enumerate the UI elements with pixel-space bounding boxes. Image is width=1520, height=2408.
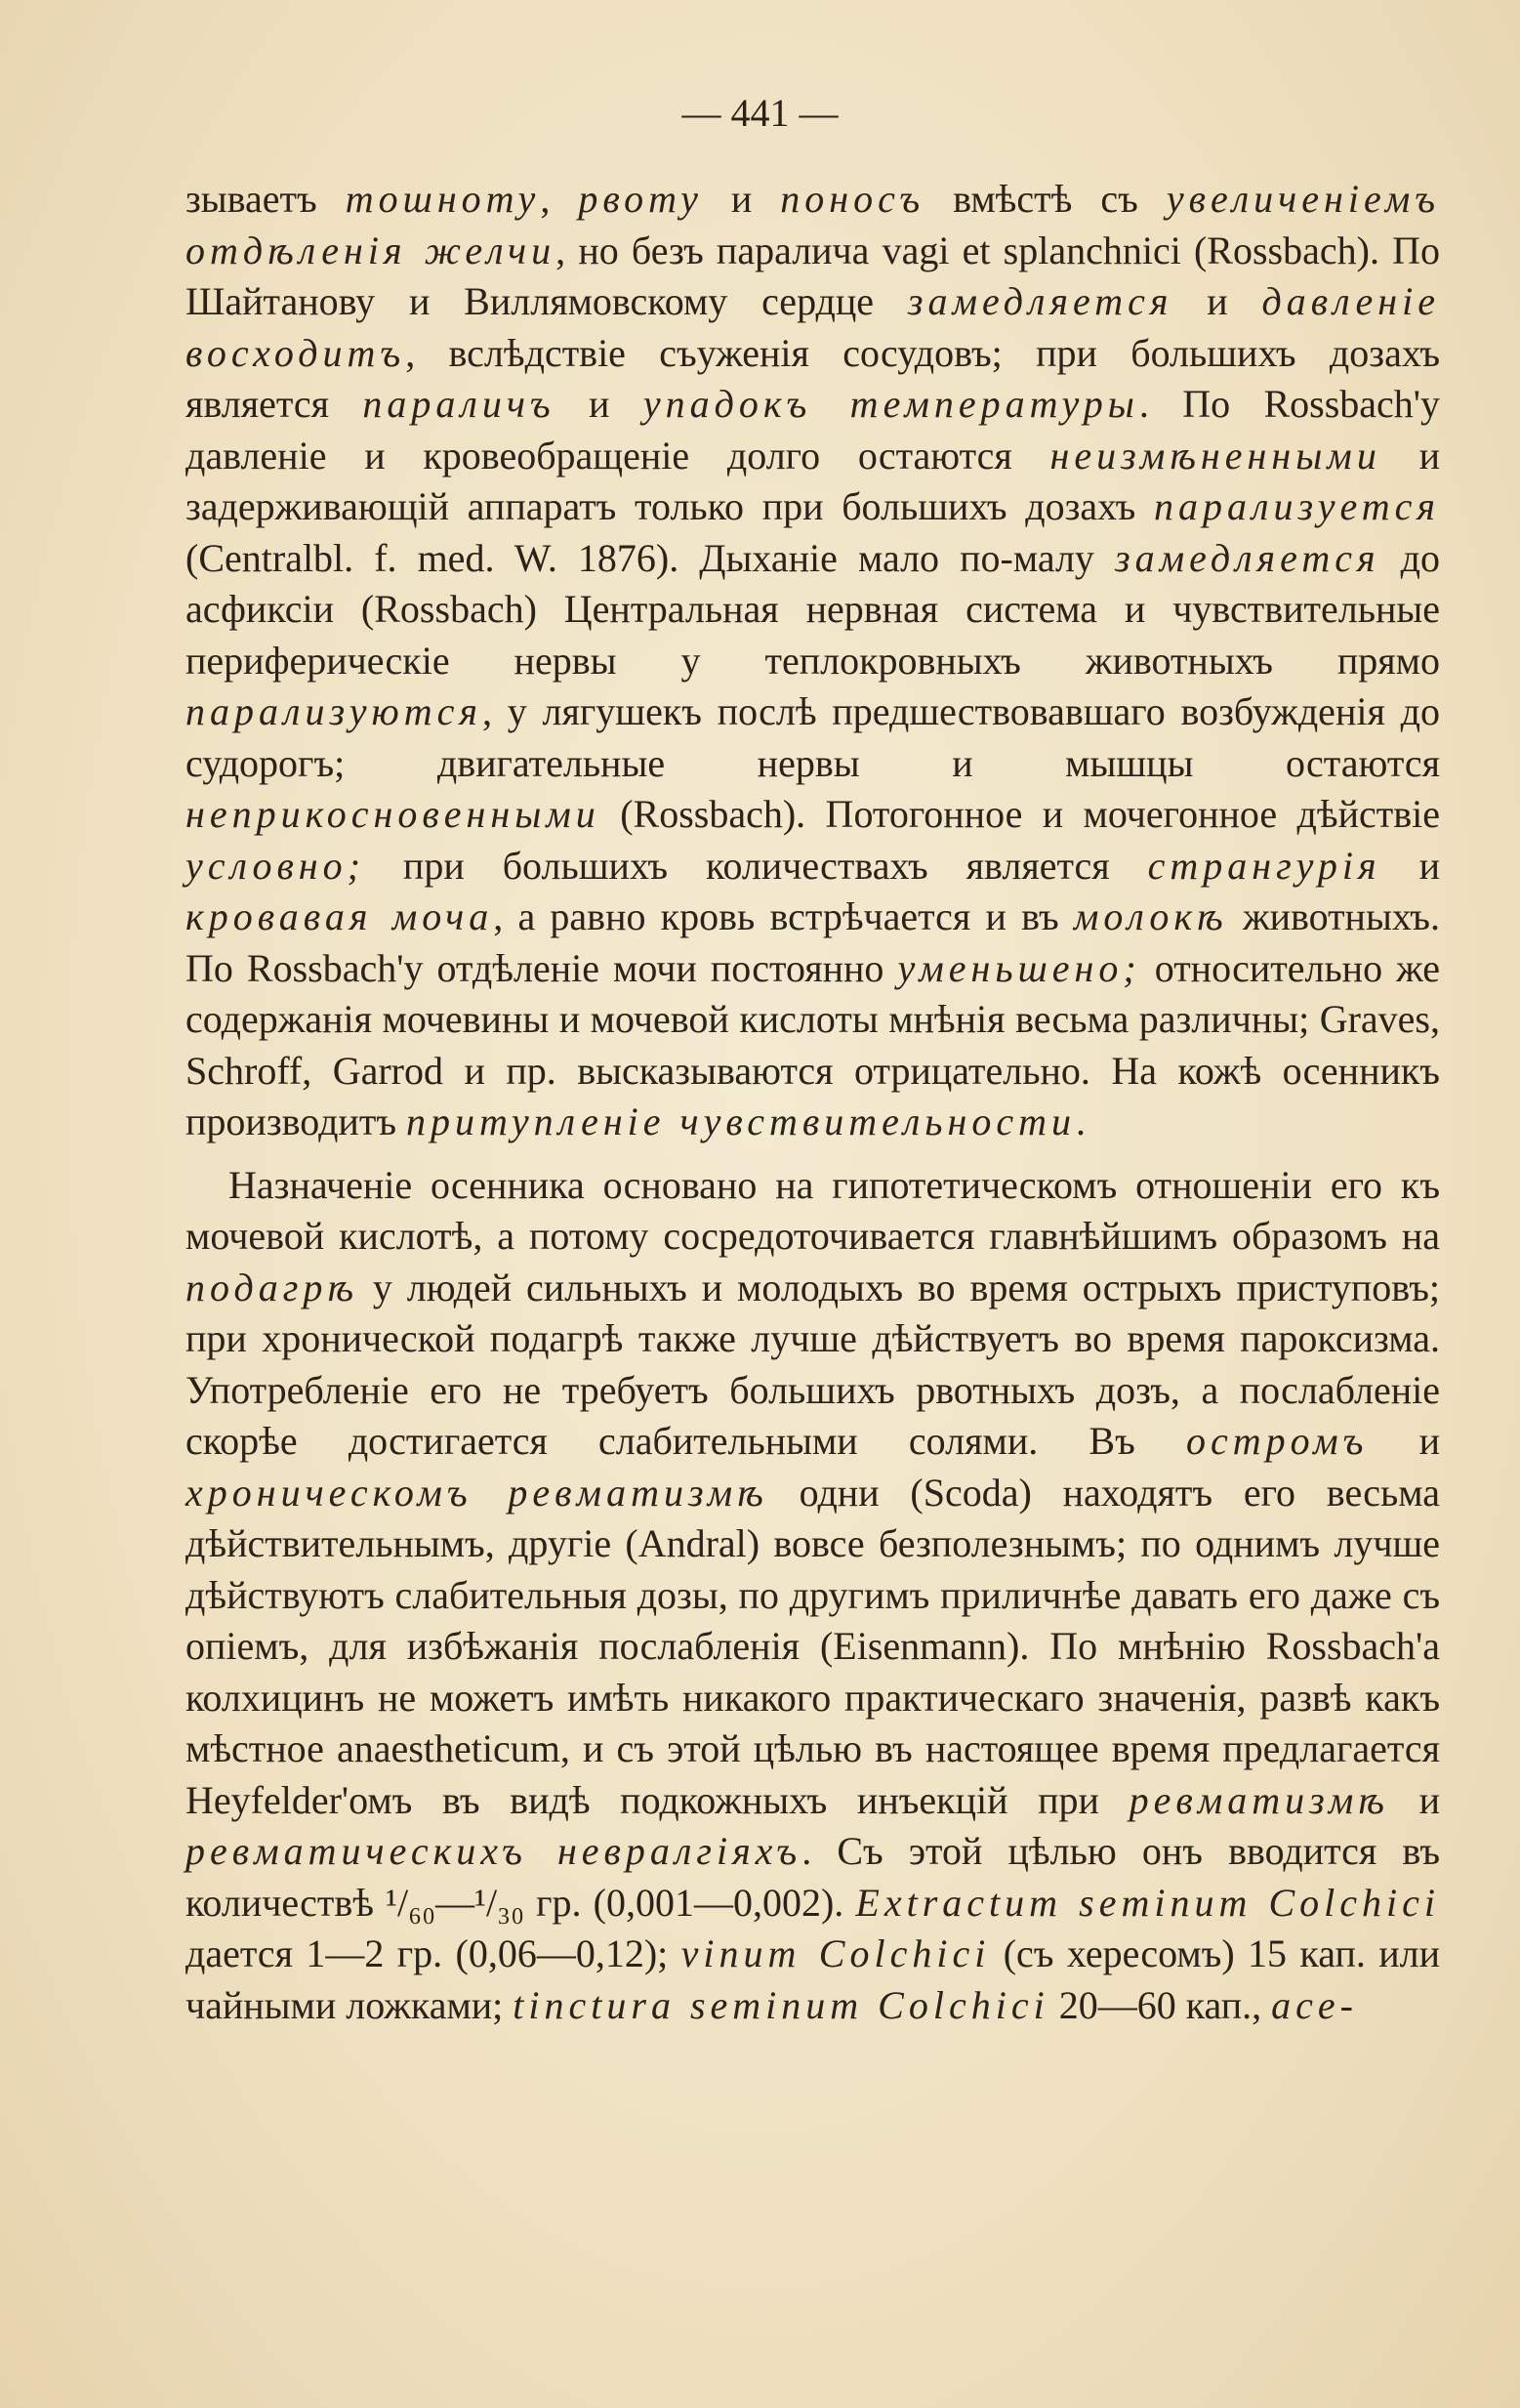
paragraph-2: Назначеніе осенника основано на гипотетическомъ отношеніи его къ мочевой кислотѣ, а потому сосредоточивается главнѣйшимъ образомъ на подагрѣ у людей сильныхъ и молодыхъ во время острыхъ приступовъ; при хронической подагрѣ также лучше дѣйствуетъ во время пароксизма. Употребленіе его не требуетъ большихъ рвотныхъ дозъ, а послабленіе скорѣе достигается слабительными солями. Въ остромъ и хроническомъ ревматизмѣ одни (Scoda) находятъ его весьма дѣйствительнымъ, другіе (Andral) вовсе безполезнымъ; по однимъ лучше дѣйствуютъ слабительныя дозы, по другимъ приличнѣе давать его даже съ опіемъ, для избѣжанія послабленія (Eisenmann). По мнѣнію Rossbach'а колхицинъ не можетъ имѣть никакого практическаго значенія, развѣ какъ мѣстное anaestheticum, и съ этой цѣлью въ настоящее время предлагается Heyfelder'омъ въ видѣ подкожныхъ инъекцій при ревматизмѣ и ревматическихъ невралгіяхъ. Съ этой цѣлью онъ вводится въ количествѣ ¹/₆₀—¹/₃₀ гр. (0,001—0,002). Extractum seminum Colchici дается 1—2 гр. (0,06—0,12); vinum Colchici (съ хересомъ) 15 кап. или чайными ложками; tinctura seminum Colchici 20—60 кап., ace-	[185, 1162, 1441, 2027]
paragraph-1: зываетъ тошноту, рвоту и поносъ вмѣстѣ съ увеличеніемъ отдѣленія желчи, но безъ паралича vagi et splanchnici (Rossbach). По Шайтанову и Виллямовскому сердце замедляется и давленіе восходитъ, вслѣдствіе съуженія сосудовъ; при большихъ дозахъ является параличъ и упадокъ температуры. По Rossbach'у давленіе и кровеобращеніе долго остаются неизмѣненными и задерживающій аппаратъ только при большихъ дозахъ парализуется (Centralbl. f. med. W. 1876). Дыханіе мало по-малу замедляется до асфиксіи (Rossbach) Центральная нервная система и чувствительные периферическіе нервы у теплокровныхъ животныхъ прямо парализуются, у лягушекъ послѣ предшествовавшаго возбужденія до судорогъ; двигательные нервы и мышцы остаются неприкосновенными (Rossbach). Потогонное и мочегонное дѣйствіе условно; при большихъ количествахъ является странгурія и кровавая моча, а равно кровь встрѣчается и въ молокѣ животныхъ. По Rossbach'у отдѣленіе мочи постоянно уменьшено; относительно же содержанія мочевины и мочевой кислоты мнѣнія весьма различны; Graves, Schroff, Garrod и пр. высказываются отрицательно. На кожѣ осенникъ производитъ притупленіе чувствительности.	[185, 177, 1441, 1143]
page-number: — 441 —	[681, 91, 839, 135]
page-body	[185, 174, 1440, 2031]
